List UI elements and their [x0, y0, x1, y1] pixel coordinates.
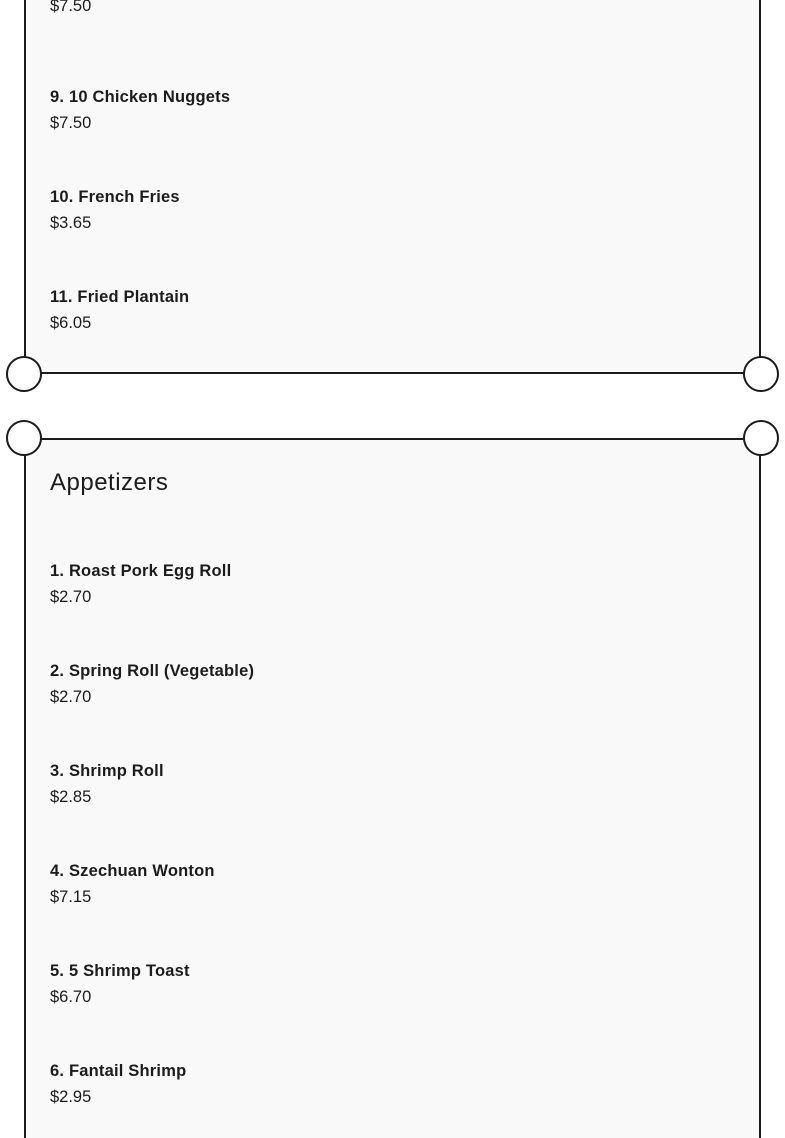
menu-item[interactable] [50, 661, 254, 707]
menu-item-price: $3.65 [50, 214, 92, 232]
menu-item-price: $6.70 [50, 988, 92, 1006]
appetizers-section-card [24, 438, 761, 1138]
menu-item-price: $2.70 [50, 588, 92, 606]
menu-item-price: $7.50 [50, 0, 92, 15]
menu-item[interactable] [50, 561, 231, 607]
menu-item[interactable] [50, 861, 215, 907]
menu-item-price: $2.85 [50, 788, 92, 806]
menu-item-name: 6. Fantail Shrimp [50, 1062, 187, 1080]
card-corner-notch [743, 420, 779, 456]
menu-item-name: 5. 5 Shrimp Toast [50, 962, 190, 980]
menu-item-name: 1. Roast Pork Egg Roll [50, 562, 232, 580]
menu-item-price: $7.50 [50, 114, 92, 132]
menu-item[interactable] [50, 1061, 186, 1107]
menu-item-price: $2.95 [50, 1088, 92, 1106]
menu-item-name: 11. Fried Plantain [50, 288, 190, 306]
menu-item-price: $7.15 [50, 888, 92, 906]
menu-item[interactable] [50, 0, 214, 16]
section-title: Appetizers [50, 469, 169, 496]
card-corner-notch [6, 420, 42, 456]
menu-item[interactable] [50, 761, 164, 807]
menu-item[interactable] [50, 87, 230, 133]
menu-item[interactable] [50, 287, 189, 333]
menu-item-price: $2.70 [50, 688, 92, 706]
card-corner-notch [743, 356, 779, 392]
menu-item[interactable] [50, 187, 180, 233]
menu-section-card [24, 0, 761, 374]
menu-item-price: $6.05 [50, 314, 92, 332]
menu-item-name: 3. Shrimp Roll [50, 762, 164, 780]
menu-item-name: 10. French Fries [50, 188, 180, 206]
menu-item-name: 9. 10 Chicken Nuggets [50, 88, 231, 106]
menu-item-name: 2. Spring Roll (Vegetable) [50, 662, 255, 680]
menu-item-name: 4. Szechuan Wonton [50, 862, 215, 880]
menu-item[interactable] [50, 961, 190, 1007]
card-corner-notch [6, 356, 42, 392]
